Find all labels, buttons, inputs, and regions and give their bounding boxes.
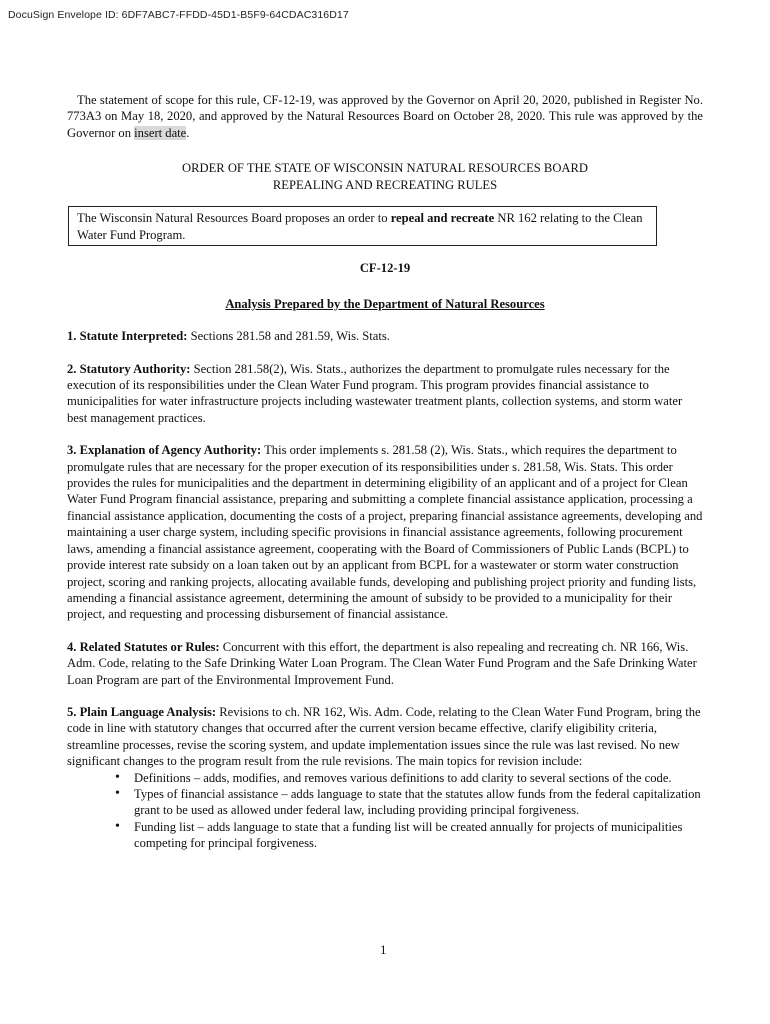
section-heading: 3. Explanation of Agency Authority: — [67, 443, 262, 458]
section-heading: 4. Related Statutes or Rules: — [67, 639, 220, 654]
list-item: • Funding list – adds language to state that a funding list will be created annually for projects of municipalities competing for principal forgiveness. — [134, 819, 703, 852]
rule-id: CF-12-19 — [359, 261, 411, 276]
section-text: Section 281.58(2), Wis. Stats., authorizes the department to promulgate rules necessary for the execution of its responsibilities under the Clean Water Fund program. This program provides financial assistance to municipalities for water infrastructure projects including wastewater treatment plants, collection systems, and storm water best management practices. — [67, 361, 683, 425]
proposal-text: The Wisconsin Natural Resources Board proposes an order to — [77, 211, 391, 226]
section-text: This order implements s. 281.58 (2), Wis. Stats., which requires the department to promulgate rules that are necessary for the proper execution of its responsibilities under s. 281.58, Wis. Stats. This order provides the rules for municipalities and the department in determining eligibility of an applicant and of a project for Clean Water Fund Program financial assistance, preparing and submitting a complete financial assistance application, processing a financial assistance application, documenting the costs of a project, preparing financial assistance agreements, developing and maintaining a user charge system, including specific provisions in financial assistance agreements, following procurement laws, amending a financial assistance agreement, cooperating with the Board of Commissioners of Public Lands (BCPL) to provide interest rate subsidy on a loan taken out by an applicant from BCPL for a wastewater or storm water construction project, scoring and ranking projects, allocating available funds, developing and publishing project priority and funding lists, amending a financial assistance agreement, determining the amount of subsidy to be provided to a municipality for their project, and requesting and processing disbursement of financial assistance. — [67, 443, 703, 622]
order-title-line-2: REPEALING AND RECREATING RULES — [272, 178, 498, 193]
docusign-envelope-id: DocuSign Envelope ID: 6DF7ABC7-FFDD-45D1-B5F9-64CDAC316D17 — [8, 9, 349, 21]
section-statutory-authority — [67, 361, 703, 427]
proposal-bold: repeal and recreate — [390, 211, 495, 226]
proposal-box — [68, 206, 657, 246]
section-agency-authority — [67, 442, 703, 622]
section-text: Revisions to ch. NR 162, Wis. Adm. Code, relating to the Clean Water Fund Program, bring the code in line with statutory changes that occurred after the current version became effective, clarify eligibility criteria, streamline processes, revise the scoring system, and update implementation issues since the rule was last revised. No new significant changes to the program result from the rule revisions. The main topics for revision include: — [67, 704, 701, 769]
order-title-line-1: ORDER OF THE STATE OF WISCONSIN NATURAL RESOURCES BOARD — [182, 161, 588, 176]
scope-statement — [67, 92, 703, 141]
section-text: Concurrent with this effort, the department is also repealing and recreating ch. NR 166, Wis. Adm. Code, relating to the Safe Drinking Water Loan Program. The Clean Water Fund Program and the Safe Drinking Water Loan Program are part of the Environmental Improvement Fund. — [67, 639, 697, 687]
list-item: • Definitions – adds, modifies, and removes various definitions to add clarity to several sections of the code. — [134, 770, 703, 786]
scope-text: The statement of scope for this rule, CF-12-19, was approved by the Governor on April 20, 2020, published in Register No. 773A3 on May 18, 2020, and approved by the Natural Resources Board on October 28, 2020. This rule was approved by the Governor on — [67, 93, 703, 140]
proposal-text-end: NR 162 relating to the Clean Water Fund Program. — [77, 211, 643, 242]
list-item: • Types of financial assistance – adds language to state that the statutes allow funds from the federal capitalization grant to be used as allowed under federal law, including providing principal forgiveness. — [134, 786, 703, 819]
insert-date-field[interactable]: insert date — [134, 125, 187, 140]
revision-topics-list — [67, 770, 703, 852]
section-heading: 5. Plain Language Analysis: — [67, 704, 217, 719]
order-title — [67, 160, 703, 194]
section-heading: 1. Statute Interpreted: — [67, 329, 188, 344]
page-number: 1 — [380, 942, 387, 957]
section-related-statutes — [67, 639, 703, 688]
section-statute-interpreted — [67, 328, 703, 344]
section-heading: 2. Statutory Authority: — [67, 361, 191, 376]
section-text: Sections 281.58 and 281.59, Wis. Stats. — [187, 329, 390, 344]
scope-text-end: . — [186, 125, 190, 140]
document-page — [67, 92, 703, 852]
analysis-heading: Analysis Prepared by the Department of Natural Resources — [225, 296, 545, 311]
section-plain-language — [67, 704, 703, 770]
